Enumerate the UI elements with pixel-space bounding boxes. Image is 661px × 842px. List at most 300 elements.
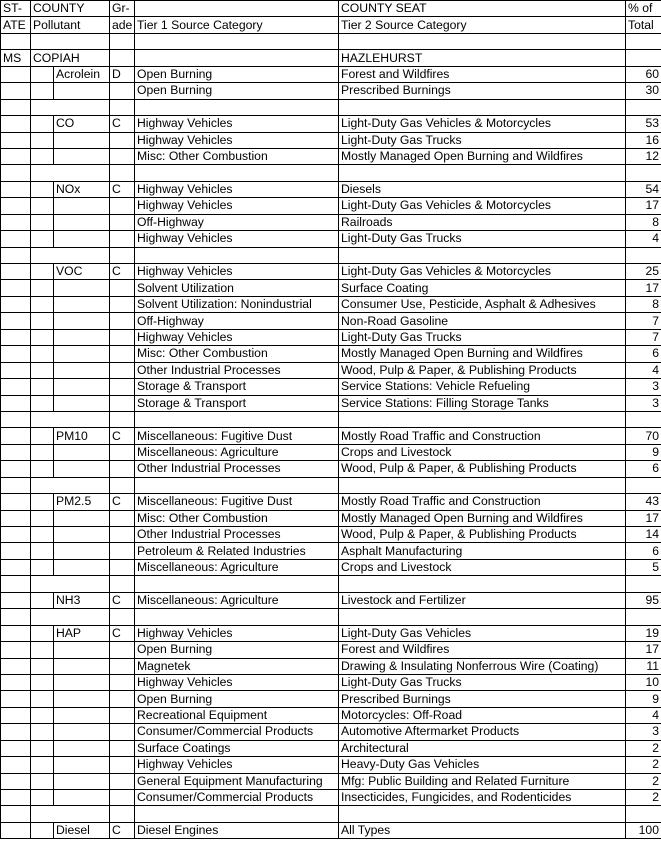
- tier2-cell: Mostly Managed Open Burning and Wildfires: [339, 510, 626, 526]
- empty-cell: [110, 165, 135, 181]
- tier2-cell: Insecticides, Fungicides, and Rodenticides: [339, 790, 626, 806]
- empty-cell: [626, 165, 661, 181]
- empty-cell: [339, 576, 626, 592]
- grade-cell: [110, 346, 135, 362]
- pollutant-cell: [54, 148, 110, 164]
- empty-cell: [1, 247, 31, 263]
- spacer-row: [1, 33, 661, 49]
- spacer-row: [1, 576, 661, 592]
- tier1-cell: Magnetek: [135, 658, 339, 674]
- pollutant-cell: HAP: [54, 625, 110, 641]
- pollutant-cell: PM10: [54, 428, 110, 444]
- empty-cell: [135, 50, 339, 66]
- pct-cell: 17: [626, 280, 661, 296]
- empty-cell: [31, 773, 54, 789]
- grade-cell: [110, 198, 135, 214]
- pollutant-cell: [54, 724, 110, 740]
- tier2-cell: Crops and Livestock: [339, 559, 626, 575]
- tier2-cell: Light-Duty Gas Vehicles: [339, 625, 626, 641]
- grade-cell: C: [110, 116, 135, 132]
- table-row: [1, 428, 661, 444]
- table-row: [1, 379, 661, 395]
- pct-cell: 6: [626, 346, 661, 362]
- empty-cell: [31, 264, 54, 280]
- pollutant-cell: [54, 740, 110, 756]
- empty-cell: [31, 444, 54, 460]
- empty-cell: [339, 477, 626, 493]
- grade-cell: [110, 527, 135, 543]
- tier1-cell: Misc: Other Combustion: [135, 148, 339, 164]
- tier1-header: Tier 1 Source Category: [135, 17, 339, 33]
- spacer-row: [1, 609, 661, 625]
- pct-cell: 9: [626, 691, 661, 707]
- county-cell: COPIAH: [31, 50, 110, 66]
- empty-cell: [1, 296, 31, 312]
- pollutant-cell: [54, 510, 110, 526]
- tier1-cell: Surface Coatings: [135, 740, 339, 756]
- empty-cell: [626, 33, 661, 49]
- empty-cell: [31, 806, 110, 822]
- pollutant-cell: [54, 707, 110, 723]
- empty-cell: [1, 165, 31, 181]
- empty-cell: [626, 609, 661, 625]
- table-row: [1, 757, 661, 773]
- tier2-header: COUNTY SEAT: [339, 1, 626, 17]
- tier1-cell: Highway Vehicles: [135, 116, 339, 132]
- county-header: COUNTY: [31, 1, 110, 17]
- empty-cell: [1, 658, 31, 674]
- grade-cell: [110, 642, 135, 658]
- tier1-cell: Open Burning: [135, 642, 339, 658]
- empty-cell: [1, 609, 31, 625]
- pollutant-cell: [54, 543, 110, 559]
- tier2-header: Tier 2 Source Category: [339, 17, 626, 33]
- tier2-cell: Light-Duty Gas Trucks: [339, 674, 626, 690]
- empty-cell: [31, 461, 54, 477]
- pct-header: % of: [626, 1, 661, 17]
- empty-cell: [626, 411, 661, 427]
- spacer-row: [1, 99, 661, 115]
- table-row: [1, 559, 661, 575]
- empty-cell: [31, 247, 110, 263]
- table-row: [1, 625, 661, 641]
- empty-cell: [1, 773, 31, 789]
- table-row: [1, 444, 661, 460]
- tier1-cell: General Equipment Manufacturing: [135, 773, 339, 789]
- empty-cell: [31, 822, 54, 838]
- empty-cell: [31, 165, 110, 181]
- empty-cell: [31, 477, 110, 493]
- empty-cell: [1, 477, 31, 493]
- pollutant-cell: [54, 757, 110, 773]
- grade-cell: [110, 691, 135, 707]
- empty-cell: [31, 543, 54, 559]
- empty-cell: [626, 99, 661, 115]
- empty-cell: [626, 806, 661, 822]
- pct-cell: 7: [626, 329, 661, 345]
- empty-cell: [110, 576, 135, 592]
- pollutant-cell: [54, 444, 110, 460]
- grade-cell: [110, 790, 135, 806]
- empty-cell: [135, 99, 339, 115]
- tier2-cell: Asphalt Manufacturing: [339, 543, 626, 559]
- pollutant-cell: CO: [54, 116, 110, 132]
- empty-cell: [31, 559, 54, 575]
- table-row: [1, 181, 661, 197]
- empty-cell: [1, 231, 31, 247]
- pct-cell: 43: [626, 494, 661, 510]
- grade-cell: [110, 444, 135, 460]
- grade-header: ade: [110, 17, 135, 33]
- tier2-cell: Mostly Road Traffic and Construction: [339, 494, 626, 510]
- table-row: [1, 592, 661, 608]
- table-row: [1, 148, 661, 164]
- pct-cell: 7: [626, 313, 661, 329]
- state-header: ST-: [1, 1, 31, 17]
- tier2-cell: Crops and Livestock: [339, 444, 626, 460]
- tier1-cell: Storage & Transport: [135, 395, 339, 411]
- grade-cell: C: [110, 428, 135, 444]
- tier2-cell: Light-Duty Gas Vehicles & Motorcycles: [339, 264, 626, 280]
- empty-cell: [135, 33, 339, 49]
- tier2-cell: Surface Coating: [339, 280, 626, 296]
- pct-cell: 4: [626, 362, 661, 378]
- pollutant-cell: [54, 790, 110, 806]
- county-seat-cell: HAZLEHURST: [339, 50, 626, 66]
- table-row: [1, 494, 661, 510]
- pollutant-cell: NH3: [54, 592, 110, 608]
- grade-cell: C: [110, 181, 135, 197]
- tier1-cell: Highway Vehicles: [135, 625, 339, 641]
- tier1-cell: Recreational Equipment: [135, 707, 339, 723]
- pct-cell: 4: [626, 707, 661, 723]
- tier2-cell: Mostly Managed Open Burning and Wildfires: [339, 346, 626, 362]
- pct-cell: 12: [626, 148, 661, 164]
- pct-cell: 70: [626, 428, 661, 444]
- empty-cell: [339, 165, 626, 181]
- empty-cell: [626, 576, 661, 592]
- pollutant-cell: [54, 231, 110, 247]
- header-row1: [1, 1, 661, 17]
- tier1-cell: Miscellaneous: Agriculture: [135, 592, 339, 608]
- tier2-cell: Light-Duty Gas Trucks: [339, 132, 626, 148]
- empty-cell: [339, 609, 626, 625]
- empty-cell: [31, 707, 54, 723]
- table-row: [1, 296, 661, 312]
- tier2-cell: Diesels: [339, 181, 626, 197]
- tier1-cell: Misc: Other Combustion: [135, 510, 339, 526]
- empty-cell: [31, 658, 54, 674]
- pct-cell: 2: [626, 740, 661, 756]
- empty-cell: [31, 313, 54, 329]
- spacer-row: [1, 247, 661, 263]
- empty-cell: [110, 50, 135, 66]
- empty-cell: [31, 66, 54, 82]
- grade-header: Gr-: [110, 1, 135, 17]
- empty-cell: [339, 99, 626, 115]
- tier2-cell: Railroads: [339, 214, 626, 230]
- tier1-cell: Consumer/Commercial Products: [135, 724, 339, 740]
- grade-cell: [110, 148, 135, 164]
- empty-cell: [626, 247, 661, 263]
- tier1-cell: Miscellaneous: Agriculture: [135, 559, 339, 575]
- empty-cell: [1, 510, 31, 526]
- empty-cell: [1, 625, 31, 641]
- empty-cell: [1, 33, 31, 49]
- tier2-cell: Wood, Pulp & Paper, & Publishing Products: [339, 461, 626, 477]
- pct-cell: 16: [626, 132, 661, 148]
- empty-cell: [1, 379, 31, 395]
- tier1-cell: Petroleum & Related Industries: [135, 543, 339, 559]
- table-row: [1, 674, 661, 690]
- table-row: [1, 214, 661, 230]
- tier1-cell: Highway Vehicles: [135, 181, 339, 197]
- empty-cell: [1, 740, 31, 756]
- pct-cell: 11: [626, 658, 661, 674]
- empty-cell: [110, 247, 135, 263]
- grade-cell: [110, 214, 135, 230]
- table-row: [1, 691, 661, 707]
- pct-cell: 8: [626, 296, 661, 312]
- empty-cell: [31, 132, 54, 148]
- table-row: [1, 395, 661, 411]
- empty-cell: [626, 50, 661, 66]
- table-row: [1, 313, 661, 329]
- empty-cell: [1, 576, 31, 592]
- pct-cell: 2: [626, 790, 661, 806]
- pct-cell: 8: [626, 214, 661, 230]
- table-row: [1, 461, 661, 477]
- empty-cell: [1, 329, 31, 345]
- empty-cell: [31, 740, 54, 756]
- pollutant-cell: [54, 214, 110, 230]
- empty-cell: [135, 609, 339, 625]
- tier1-cell: Off-Highway: [135, 313, 339, 329]
- table-row: [1, 132, 661, 148]
- grade-cell: [110, 362, 135, 378]
- table-row: [1, 790, 661, 806]
- tier2-cell: Mostly Managed Open Burning and Wildfires: [339, 148, 626, 164]
- tier2-cell: Light-Duty Gas Trucks: [339, 329, 626, 345]
- tier2-cell: Heavy-Duty Gas Vehicles: [339, 757, 626, 773]
- empty-cell: [1, 181, 31, 197]
- empty-cell: [1, 642, 31, 658]
- tier2-cell: Wood, Pulp & Paper, & Publishing Products: [339, 362, 626, 378]
- pct-cell: 54: [626, 181, 661, 197]
- empty-cell: [31, 214, 54, 230]
- table-row: [1, 198, 661, 214]
- tier1-cell: Highway Vehicles: [135, 132, 339, 148]
- empty-cell: [1, 707, 31, 723]
- grade-cell: [110, 395, 135, 411]
- table-row: [1, 822, 661, 838]
- pct-cell: 6: [626, 543, 661, 559]
- empty-cell: [1, 822, 31, 838]
- empty-cell: [31, 33, 110, 49]
- empty-cell: [31, 296, 54, 312]
- empty-cell: [1, 461, 31, 477]
- empty-cell: [1, 592, 31, 608]
- tier1-cell: Highway Vehicles: [135, 264, 339, 280]
- spacer-row: [1, 411, 661, 427]
- tier1-cell: Open Burning: [135, 691, 339, 707]
- empty-cell: [1, 411, 31, 427]
- empty-cell: [1, 346, 31, 362]
- table-row: [1, 724, 661, 740]
- pollutant-cell: [54, 527, 110, 543]
- grade-cell: [110, 132, 135, 148]
- tier2-cell: Forest and Wildfires: [339, 642, 626, 658]
- empty-cell: [626, 477, 661, 493]
- empty-cell: [339, 33, 626, 49]
- header-row2: [1, 17, 661, 33]
- grade-cell: [110, 658, 135, 674]
- table-row: [1, 543, 661, 559]
- pct-cell: 30: [626, 83, 661, 99]
- empty-cell: [1, 790, 31, 806]
- empty-cell: [1, 494, 31, 510]
- empty-cell: [339, 247, 626, 263]
- grade-cell: [110, 83, 135, 99]
- tier1-cell: Miscellaneous: Agriculture: [135, 444, 339, 460]
- empty-cell: [110, 411, 135, 427]
- pct-cell: 3: [626, 379, 661, 395]
- pollutant-cell: [54, 658, 110, 674]
- empty-cell: [31, 362, 54, 378]
- empty-cell: [31, 576, 110, 592]
- table-row: [1, 264, 661, 280]
- empty-cell: [1, 543, 31, 559]
- empty-cell: [31, 280, 54, 296]
- tier2-cell: Light-Duty Gas Vehicles & Motorcycles: [339, 116, 626, 132]
- location-row: [1, 50, 661, 66]
- table-row: [1, 83, 661, 99]
- empty-cell: [1, 83, 31, 99]
- tier2-cell: Consumer Use, Pesticide, Asphalt & Adhesives: [339, 296, 626, 312]
- tier2-cell: Drawing & Insulating Nonferrous Wire (Coating): [339, 658, 626, 674]
- grade-cell: C: [110, 264, 135, 280]
- tier1-cell: Other Industrial Processes: [135, 362, 339, 378]
- empty-cell: [110, 477, 135, 493]
- empty-cell: [1, 66, 31, 82]
- tier2-cell: Forest and Wildfires: [339, 66, 626, 82]
- empty-cell: [31, 510, 54, 526]
- empty-cell: [31, 691, 54, 707]
- empty-cell: [110, 33, 135, 49]
- pct-cell: 95: [626, 592, 661, 608]
- table-row: [1, 642, 661, 658]
- pct-cell: 53: [626, 116, 661, 132]
- pollutant-cell: [54, 642, 110, 658]
- grade-cell: C: [110, 592, 135, 608]
- pollutant-cell: [54, 132, 110, 148]
- grade-cell: [110, 329, 135, 345]
- empty-cell: [31, 411, 110, 427]
- empty-cell: [1, 198, 31, 214]
- empty-cell: [1, 444, 31, 460]
- county-header: Pollutant: [31, 17, 110, 33]
- empty-cell: [31, 83, 54, 99]
- pct-cell: 6: [626, 461, 661, 477]
- tier1-header: [135, 1, 339, 17]
- tier1-cell: Miscellaneous: Fugitive Dust: [135, 428, 339, 444]
- pollutant-cell: [54, 346, 110, 362]
- empty-cell: [31, 99, 110, 115]
- tier1-cell: Storage & Transport: [135, 379, 339, 395]
- tier2-cell: Light-Duty Gas Trucks: [339, 231, 626, 247]
- pct-cell: 5: [626, 559, 661, 575]
- pollutant-cell: Diesel: [54, 822, 110, 838]
- empty-cell: [110, 99, 135, 115]
- grade-cell: C: [110, 822, 135, 838]
- tier2-cell: Prescribed Burnings: [339, 83, 626, 99]
- pollutant-cell: [54, 329, 110, 345]
- empty-cell: [1, 691, 31, 707]
- pollutant-cell: [54, 461, 110, 477]
- empty-cell: [1, 428, 31, 444]
- tier1-cell: Other Industrial Processes: [135, 461, 339, 477]
- empty-cell: [1, 806, 31, 822]
- spacer-row: [1, 165, 661, 181]
- tier1-cell: Highway Vehicles: [135, 757, 339, 773]
- empty-cell: [1, 99, 31, 115]
- empty-cell: [1, 264, 31, 280]
- grade-cell: [110, 461, 135, 477]
- grade-cell: C: [110, 494, 135, 510]
- tier1-cell: Diesel Engines: [135, 822, 339, 838]
- empty-cell: [31, 757, 54, 773]
- empty-cell: [31, 609, 110, 625]
- tier1-cell: Highway Vehicles: [135, 674, 339, 690]
- empty-cell: [31, 674, 54, 690]
- pct-cell: 14: [626, 527, 661, 543]
- empty-cell: [1, 395, 31, 411]
- tier1-cell: Highway Vehicles: [135, 198, 339, 214]
- tier1-cell: Miscellaneous: Fugitive Dust: [135, 494, 339, 510]
- pollutant-cell: [54, 296, 110, 312]
- empty-cell: [1, 527, 31, 543]
- tier2-cell: Mfg: Public Building and Related Furniture: [339, 773, 626, 789]
- empty-cell: [31, 231, 54, 247]
- empty-cell: [31, 379, 54, 395]
- empty-cell: [31, 724, 54, 740]
- empty-cell: [31, 181, 54, 197]
- pct-cell: 25: [626, 264, 661, 280]
- pollutant-cell: PM2.5: [54, 494, 110, 510]
- empty-cell: [1, 148, 31, 164]
- empty-cell: [110, 609, 135, 625]
- pct-cell: 2: [626, 773, 661, 789]
- table-row: [1, 707, 661, 723]
- pollutant-cell: Acrolein: [54, 66, 110, 82]
- tier1-cell: Open Burning: [135, 83, 339, 99]
- empty-cell: [31, 642, 54, 658]
- empty-cell: [31, 428, 54, 444]
- pollutant-cell: [54, 379, 110, 395]
- state-header: ATE: [1, 17, 31, 33]
- empty-cell: [31, 198, 54, 214]
- table-row: [1, 527, 661, 543]
- empty-cell: [135, 411, 339, 427]
- empty-cell: [135, 247, 339, 263]
- pct-header: Total: [626, 17, 661, 33]
- empty-cell: [1, 674, 31, 690]
- empty-cell: [31, 527, 54, 543]
- table-row: [1, 116, 661, 132]
- pct-cell: 17: [626, 198, 661, 214]
- empty-cell: [31, 395, 54, 411]
- tier1-cell: Off-Highway: [135, 214, 339, 230]
